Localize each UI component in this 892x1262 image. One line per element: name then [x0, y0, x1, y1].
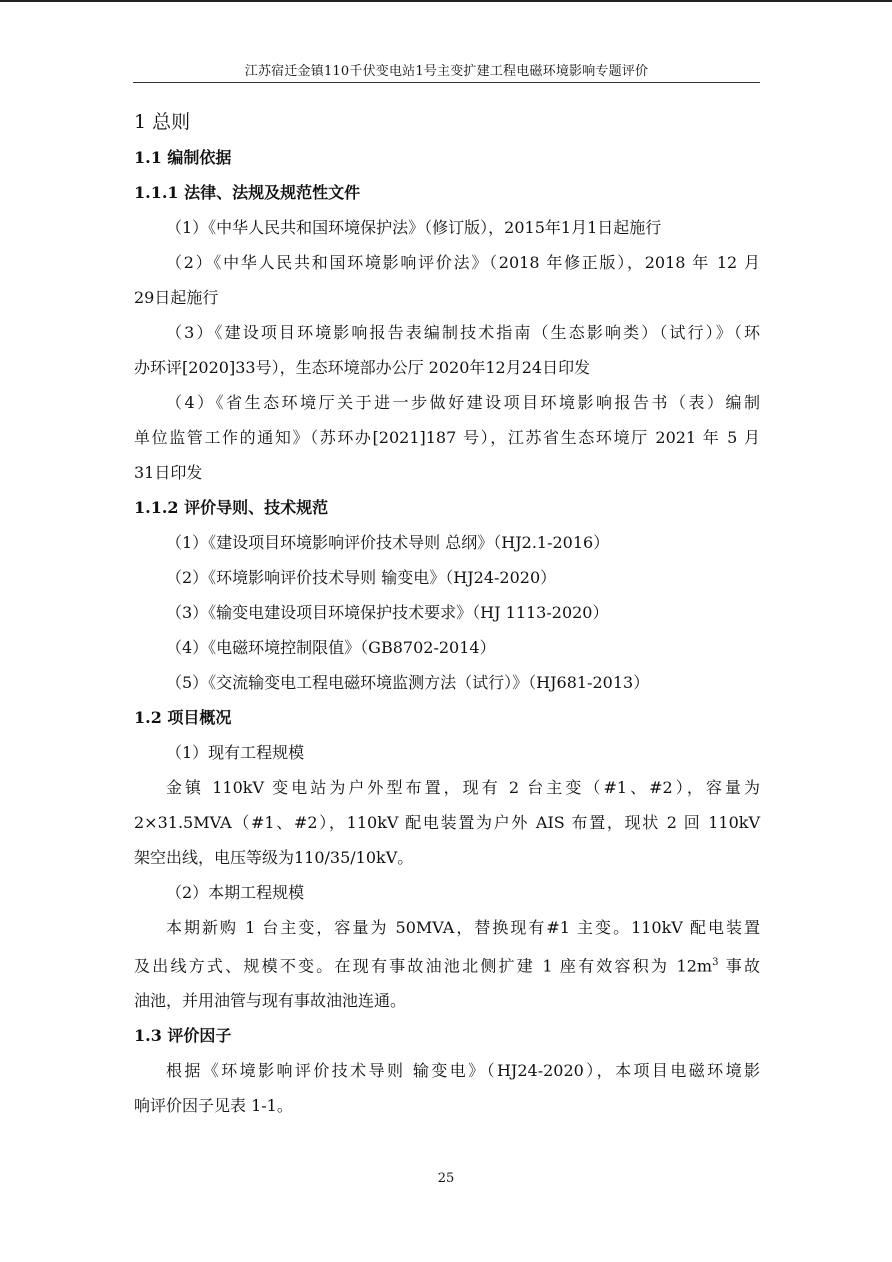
law-item-2-line-2: 29日起施行: [134, 288, 219, 307]
section-1-title: 1 总则: [134, 111, 191, 133]
law-item-4-line-3: 31日印发: [134, 463, 203, 482]
standard-item-1: （1）《建设项目环境影响评价技术导则 总纲》（HJ2.1-2016）: [166, 533, 610, 552]
factor-line-2: 响评价因子见表 1-1。: [134, 1096, 293, 1116]
standard-item-3: （3）《输变电建设项目环境保护技术要求》（HJ 1113-2020）: [166, 603, 609, 622]
factor-line-1: 根据《环境影响评价技术导则 输变电》（HJ24-2020），本项目电磁环境影: [166, 1061, 760, 1081]
standard-item-5: （5）《交流输变电工程电磁环境监测方法（试行）》（HJ681-2013）: [166, 673, 650, 692]
standard-item-2: （2）《环境影响评价技术导则 输变电》（HJ24-2020）: [166, 568, 557, 587]
current-scale-line-2-tail: 事故: [718, 956, 760, 976]
law-item-1: （1）《中华人民共和国环境保护法》（修订版），2015年1月1日起施行: [166, 218, 662, 237]
top-border: [0, 0, 892, 2]
existing-scale-line-2: 2×31.5MVA（#1、#2），110kV 配电装置为户外 AIS 布置，现状 2 回 110kV: [134, 813, 760, 832]
law-item-2-line-1: （2）《中华人民共和国环境影响评价法》（2018 年修正版），2018 年 12 月: [166, 253, 760, 272]
section-1-2-title: 1.2 项目概况: [134, 708, 232, 727]
current-scale-heading: （2）本期工程规模: [166, 883, 305, 902]
standard-item-4: （4）《电磁环境控制限值》（GB8702-2014）: [166, 638, 496, 657]
current-scale-line-2: [134, 945, 760, 983]
running-header: 江苏宿迁金镇110千伏变电站1号主变扩建工程电磁环境影响专题评价: [244, 64, 649, 79]
page-number: 25: [437, 1171, 455, 1186]
section-1-1-1-title: 1.1.1 法律、法规及规范性文件: [134, 183, 361, 202]
current-scale-line-3: 油池，并用油管与现有事故油池连通。: [134, 991, 407, 1011]
current-scale-line-1: 本期新购 1 台主变，容量为 50MVA，替换现有#1 主变。110kV 配电装置: [166, 918, 760, 937]
law-item-3-line-2: 办环评[2020]33号），生态环境部办公厅 2020年12月24日印发: [134, 358, 591, 377]
section-1-3-title: 1.3 评价因子: [134, 1026, 232, 1046]
existing-scale-heading: （1）现有工程规模: [166, 743, 305, 762]
law-item-3-line-1: （3）《建设项目环境影响报告表编制技术指南（生态影响类）（试行）》（环: [166, 323, 760, 342]
section-1-1-title: 1.1 编制依据: [134, 148, 232, 167]
law-item-4-line-1: （4）《省生态环境厅关于进一步做好建设项目环境影响报告书（表）编制: [166, 393, 760, 412]
main-content: [134, 104, 760, 1123]
header-rule: [133, 82, 760, 83]
existing-scale-line-3: 架空出线，电压等级为110/35/10kV。: [134, 848, 414, 867]
law-item-4-line-2: 单位监管工作的通知》（苏环办[2021]187 号），江苏省生态环境厅 2021 年 5 月: [134, 428, 760, 447]
existing-scale-line-1: 金镇 110kV 变电站为户外型布置，现有 2 台主变（#1、#2），容量为: [166, 778, 760, 797]
current-scale-line-2-text: 及出线方式、规模不变。在现有事故油池北侧扩建 1 座有效容积为 12m: [134, 956, 713, 976]
superscript-3: 3: [712, 957, 719, 968]
section-1-1-2-title: 1.1.2 评价导则、技术规范: [134, 498, 329, 517]
